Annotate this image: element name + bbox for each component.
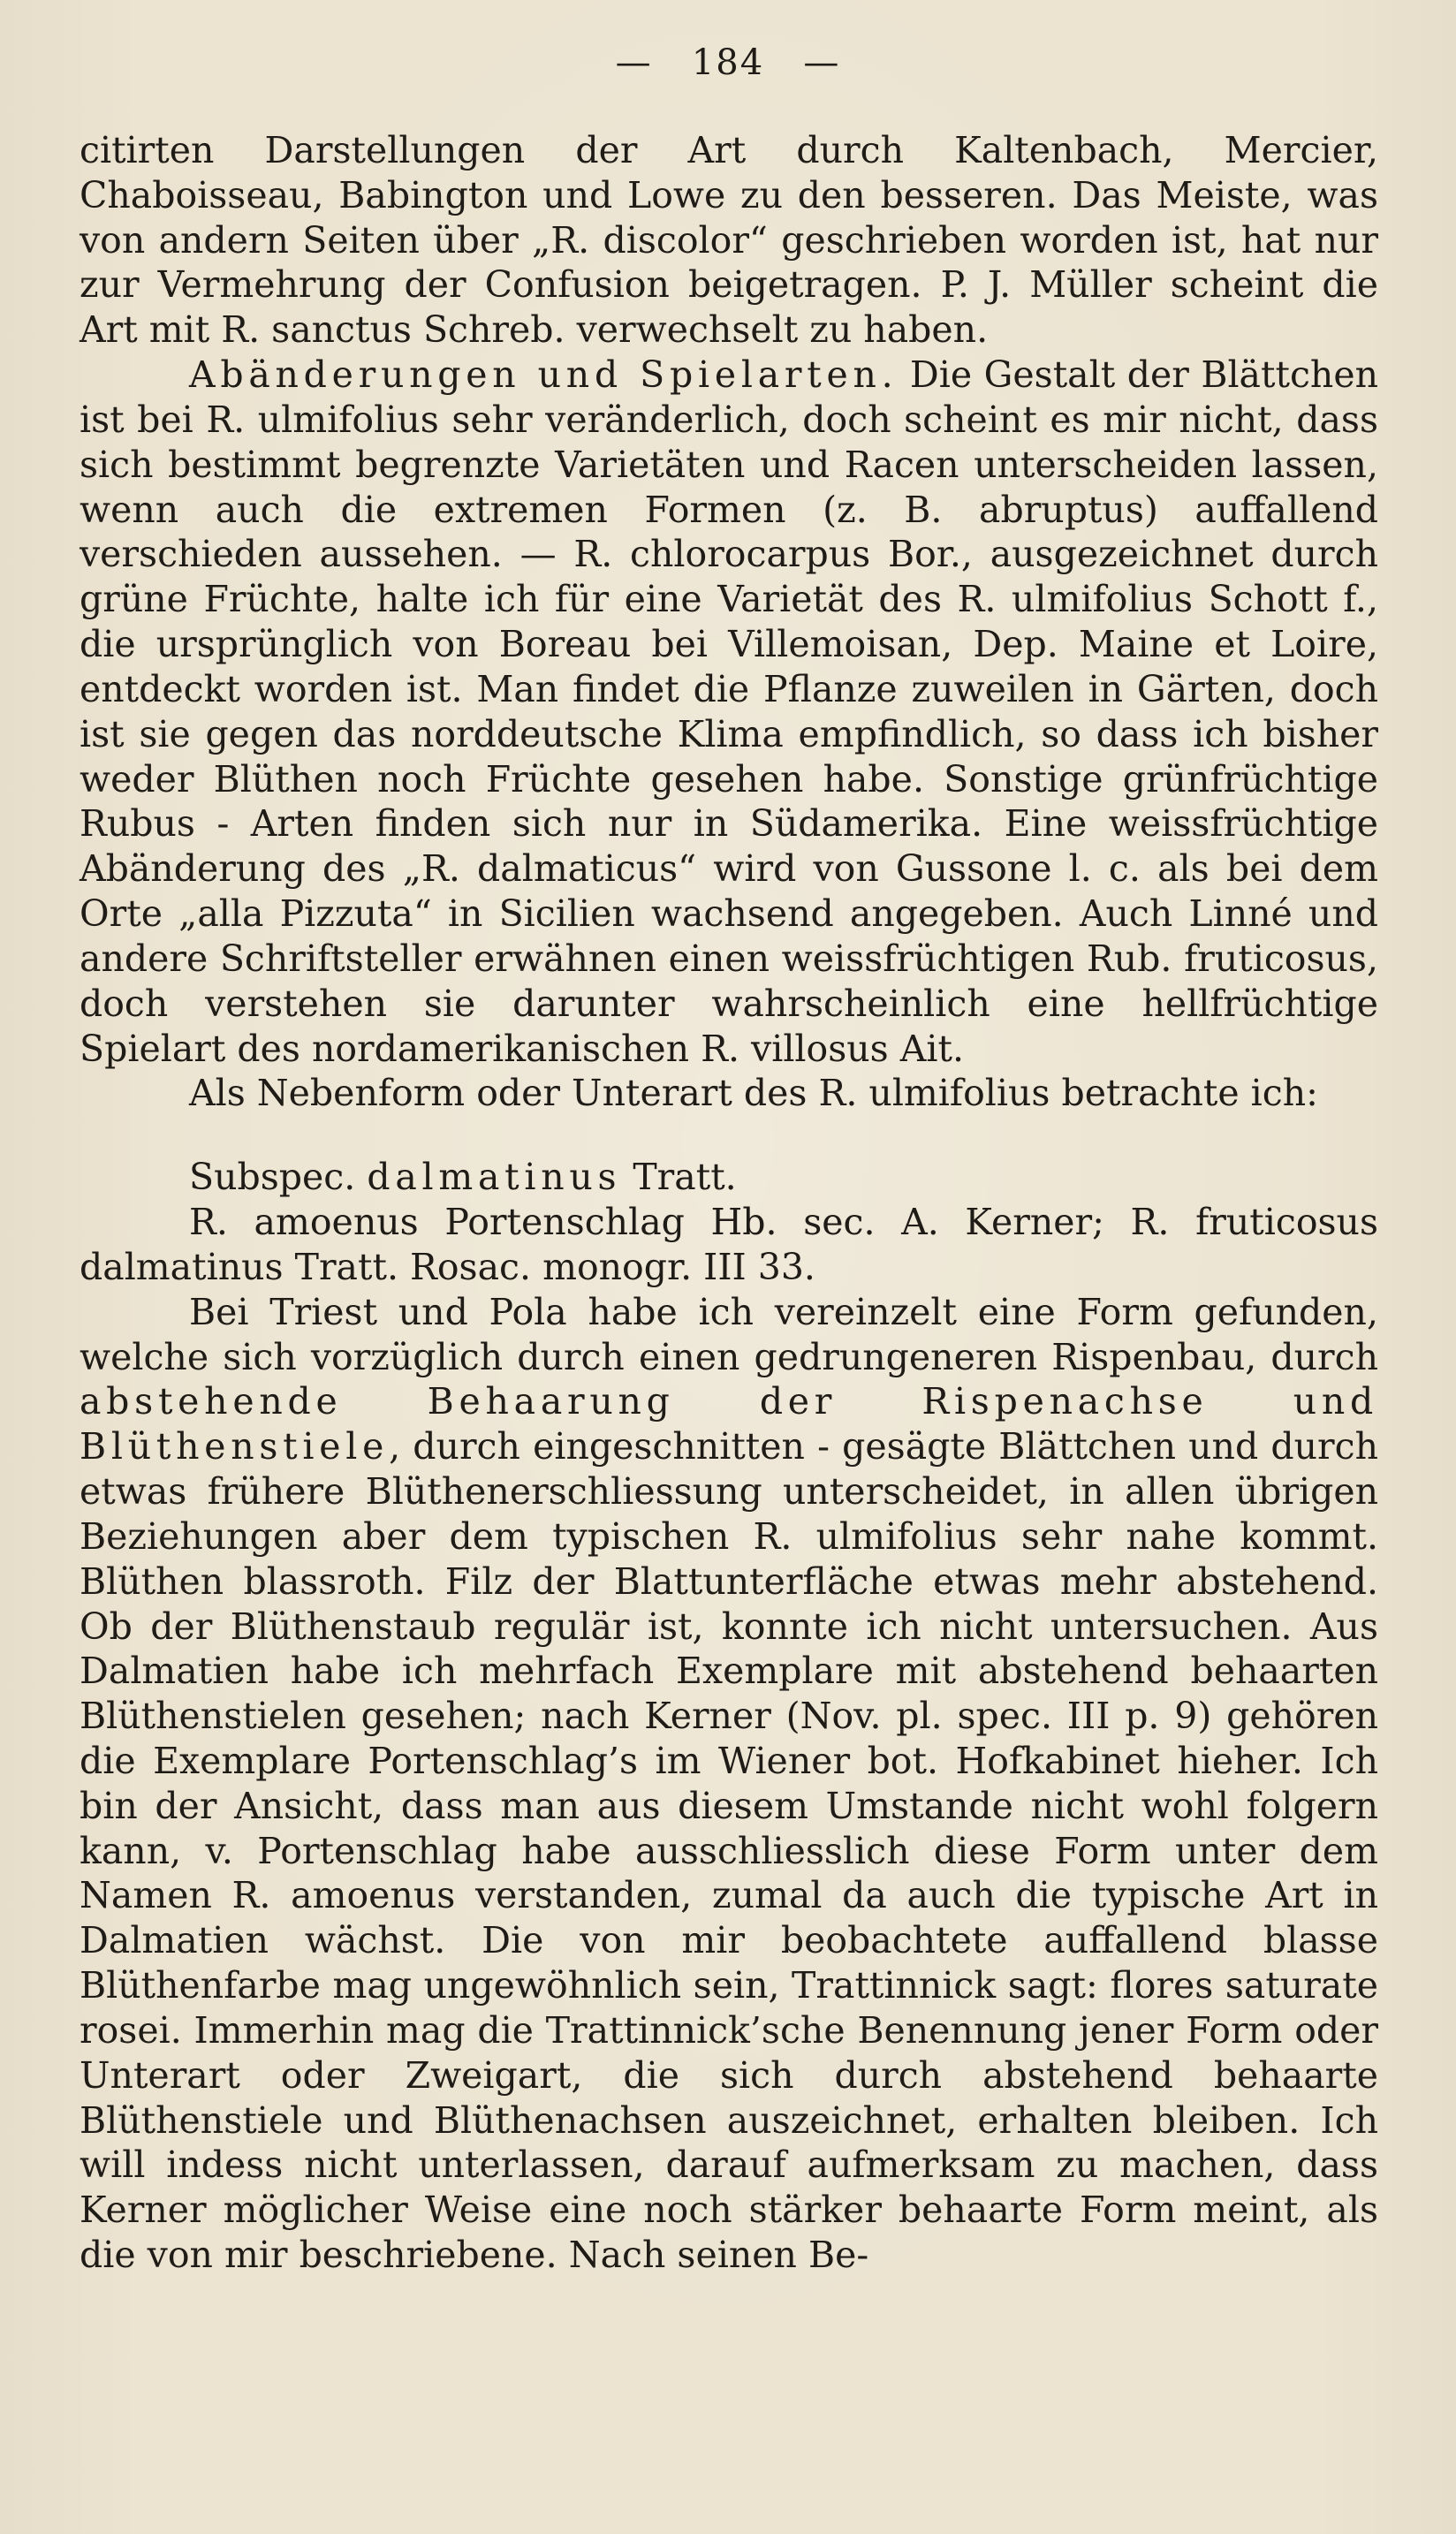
subspecies-prefix: Subspec. <box>189 1156 368 1199</box>
page-header <box>0 42 1456 83</box>
page-body <box>80 128 1378 2278</box>
description-part-2: , durch eingeschnitten - gesägte Blättchen und durch etwas frühere Blüthenerschliessung unterscheidet, in allen übrigen Beziehungen aber dem typischen R. ulmifolius sehr nahe kommt. Blüthen blassroth. Filz der Blattunterfläche etwas mehr abstehend. Ob der Blüthenstaub regulär ist, konnte ich nicht untersuchen. Aus Dalmatien habe ich mehrfach Exemplare mit abstehend behaarten Blüthenstielen gesehen; nach Kerner (Nov. pl. spec. III p. 9) gehören die Exemplare Portenschlag’s im Wiener bot. Hofkabinet hieher. Ich bin der Ansicht, dass man aus diesem Umstande nicht wohl folgern kann, v. Portenschlag habe ausschliesslich diese Form unter dem Namen R. amoenus verstanden, zumal da auch die typische Art in Dalmatien wächst. Die von mir beobachtete auffallend blasse Blüthenfarbe mag ungewöhnlich sein, Trattinnick sagt: flores saturate rosei. Immerhin mag die Trattinnick’sche Benennung jener Form oder Unterart oder Zweigart, die sich durch abstehend behaarte Blüthenstiele und Blüthenachsen auszeichnet, erhalten bleiben. Ich will indess nicht unterlassen, darauf aufmerksam zu machen, dass Kerner möglicher Weise eine noch stärker behaarte Form meint, als die von mir beschriebene. Nach seinen Be- <box>80 1425 1378 2277</box>
section-spacer <box>80 1116 1378 1155</box>
description-paragraph <box>80 1290 1378 2278</box>
header-left-dash: — <box>615 42 653 83</box>
subspecies-heading <box>80 1155 1378 1200</box>
page-number: 184 <box>691 42 765 83</box>
subspecies-suffix: Tratt. <box>621 1156 737 1199</box>
paragraph-2 <box>80 353 1378 1071</box>
subspecies-name: dalmatinus <box>367 1156 622 1199</box>
paragraph-1: citirten Darstellungen der Art durch Kaltenbach, Mercier, Chaboisseau, Babington und Lowe zu den besseren. Das Meiste, was von andern Seiten über „R. discolor“ geschrieben worden ist, hat nur zur Vermehrung der Confusion beigetragen. P. J. Müller scheint die Art mit R. sanctus Schreb. verwechselt zu haben. <box>80 129 1378 352</box>
paragraph-3: Als Nebenform oder Unterart des R. ulmifolius betrachte ich: <box>189 1072 1318 1115</box>
description-emphasis: abstehende Behaarung der Rispenachse und Blüthenstiele <box>80 1380 1378 1468</box>
paragraph-2-text: Die Gestalt der Blättchen ist bei R. ulmifolius sehr veränderlich, doch scheint es mir nicht, dass sich bestimmt begrenzte Varietäten und Racen unterscheiden lassen, wenn auch die extremen Formen (z. B. abruptus) auffallend verschieden aussehen. — R. chlorocarpus Bor., ausgezeichnet durch grüne Früchte, halte ich für eine Varietät des R. ulmifolius Schott f., die ursprünglich von Boreau bei Villemoisan, Dep. Maine et Loire, entdeckt worden ist. Man findet die Pflanze zuweilen in Gärten, doch ist sie gegen das norddeutsche Klima empfindlich, so dass ich bisher weder Blüthen noch Früchte gesehen habe. Sonstige grünfrüchtige Rubus - Arten finden sich nur in Südamerika. Eine weissfrüchtige Abänderung des „R. dalmaticus“ wird von Gussone l. c. als bei dem Orte „alla Pizzuta“ in Sicilien wachsend angegeben. Auch Linné und andere Schriftsteller erwähnen einen weissfrüchtigen Rub. fruticosus, doch verstehen sie darunter wahrscheinlich eine hellfrüchtige Spielart des nordamerikanischen R. villosus Ait. <box>80 353 1378 1070</box>
header-right-dash: — <box>803 42 841 83</box>
description-part-1: Bei Triest und Pola habe ich vereinzelt eine Form gefunden, welche sich vorzüglich durch einen gedrungeneren Rispenbau, durch <box>80 1290 1378 1378</box>
section-heading-variations: Abänderungen und Spielarten. <box>189 353 899 397</box>
synonyms-paragraph: R. amoenus Portenschlag Hb. sec. A. Kerner; R. fruticosus dalmatinus Tratt. Rosac. monogr. III 33. <box>80 1201 1378 1288</box>
